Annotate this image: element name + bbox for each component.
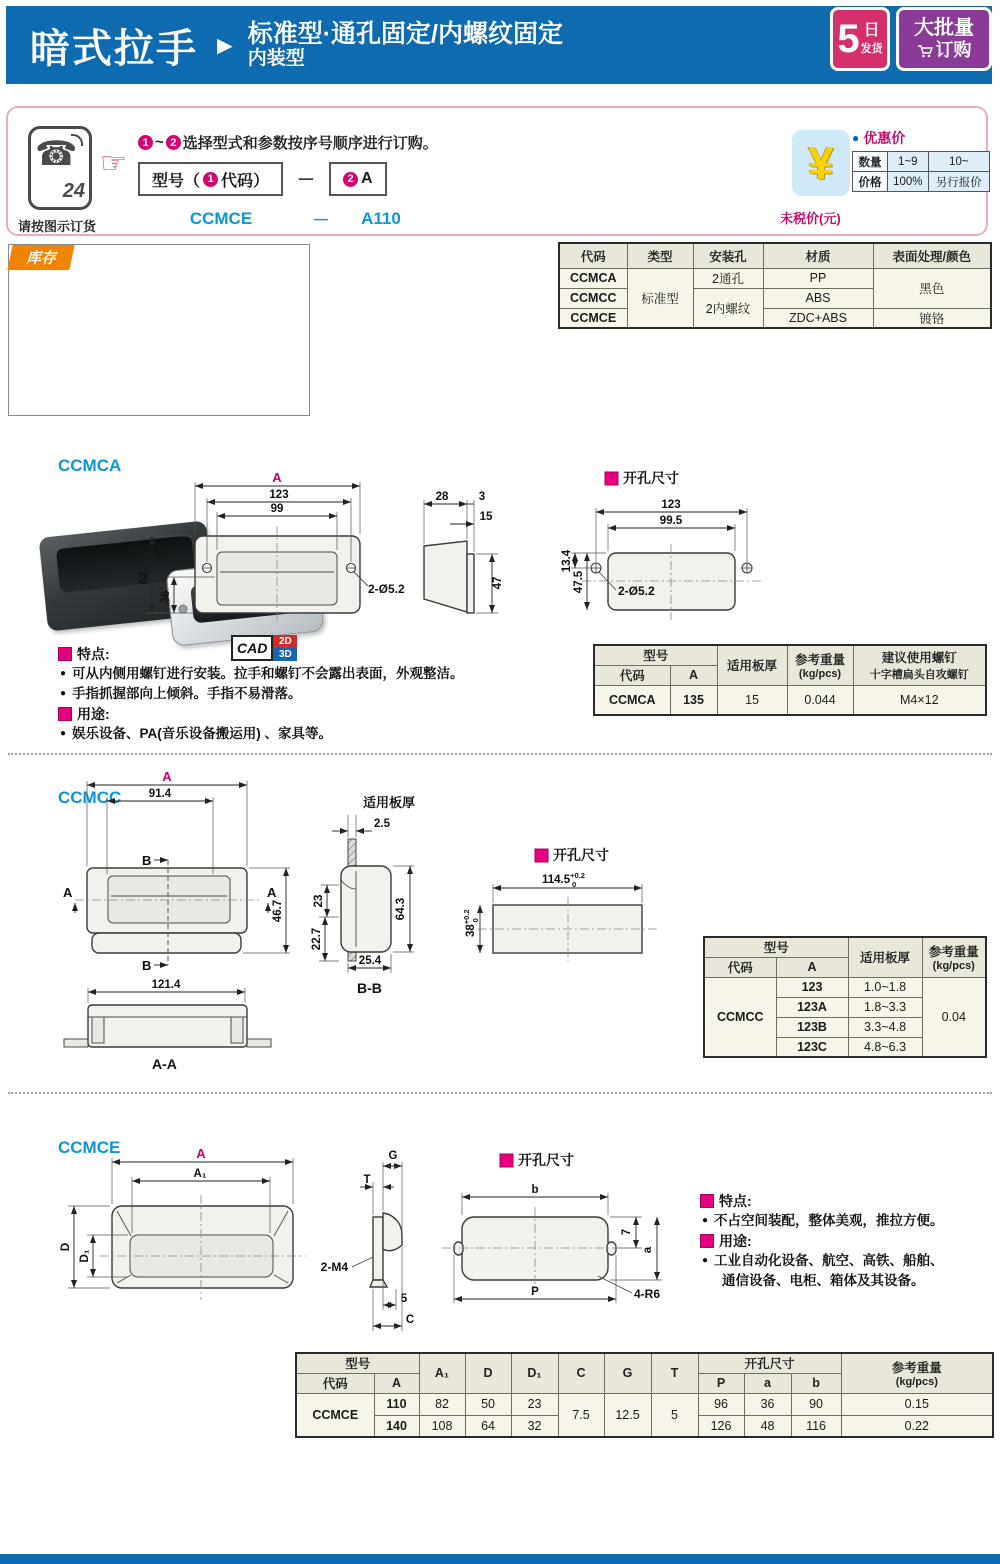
ccmce-cutout-r-label: 4-R6 bbox=[634, 1287, 661, 1301]
type-value: 标准型 bbox=[627, 268, 693, 328]
ccmcc-table-header-thick: 适用板厚 bbox=[848, 937, 922, 977]
ccmce-side-view bbox=[321, 1150, 415, 1331]
step-1-circle: 1 bbox=[203, 172, 218, 187]
ccmce-holes-label: 2-M4 bbox=[320, 1260, 348, 1274]
pink-square-icon bbox=[58, 647, 72, 661]
ccmce-table-header-D1: D₁ bbox=[511, 1353, 558, 1393]
ccmce-row-code[interactable]: CCMCE bbox=[296, 1393, 374, 1437]
ccmca-row-A[interactable]: 135 bbox=[670, 685, 717, 715]
cad-3d-button[interactable]: 3D bbox=[273, 648, 297, 661]
ccmca-dim-123: 123 bbox=[269, 489, 289, 501]
page-title: 暗式拉手 bbox=[30, 26, 198, 71]
ccmca-cutout-dim-123: 123 bbox=[661, 499, 681, 511]
ccmce-front-view bbox=[60, 1146, 305, 1300]
ccmce-table-header-b: b bbox=[791, 1373, 841, 1393]
uses-title: 用途: bbox=[77, 706, 110, 722]
cad-2d-button[interactable]: 2D bbox=[273, 635, 297, 648]
type-row-ccmce-code[interactable]: CCMCE bbox=[559, 308, 627, 328]
ccmcc-dim-23: 23 bbox=[313, 894, 325, 908]
qty-range-1: 1~9 bbox=[888, 152, 929, 172]
page-subtitle: 标准型·通孔固定/内螺纹固定 bbox=[247, 19, 564, 48]
example-model: CCMCE bbox=[189, 208, 253, 228]
ccmca-row-screw: M4×12 bbox=[853, 685, 986, 715]
ccmce-table-header-D: D bbox=[465, 1353, 511, 1393]
ccmce-dim-G: G bbox=[388, 1150, 398, 1162]
ccmca-dim-62: 62 bbox=[138, 571, 150, 585]
ccmca-row-weight: 0.044 bbox=[787, 685, 853, 715]
ccmce-row2-P: 126 bbox=[698, 1415, 744, 1437]
ccmce-row2-b: 116 bbox=[791, 1415, 841, 1437]
section-separator bbox=[8, 753, 992, 755]
ccmce-row1-A1: 82 bbox=[419, 1393, 465, 1415]
material-zdc: ZDC+ABS bbox=[763, 308, 873, 328]
ccmce-table-header-A: A bbox=[374, 1373, 419, 1393]
mount-2thread: 2内螺纹 bbox=[693, 288, 763, 328]
type-table-header-material: 材质 bbox=[763, 243, 873, 268]
param-box: 2 A bbox=[329, 162, 387, 196]
discount-title: 优惠价 bbox=[863, 130, 906, 146]
svg-text:38+0.20: $38^{+0.2}0$ bbox=[462, 909, 480, 937]
uses-title: 用途: bbox=[719, 1233, 752, 1249]
bullet-icon: ● bbox=[60, 688, 67, 699]
ccmce-table-header-weight: 参考重量 (kg/pcs) bbox=[841, 1353, 993, 1393]
page-footer-bar bbox=[0, 1554, 1000, 1564]
ccmca-dim-36: 36 bbox=[160, 590, 172, 604]
finish-black: 黑色 bbox=[873, 268, 991, 308]
type-table-header-mount: 安装孔 bbox=[693, 243, 763, 268]
material-pp: PP bbox=[763, 268, 873, 288]
ccmca-dim-99: 99 bbox=[270, 503, 284, 515]
ccmce-cutout-dim-b: b bbox=[531, 1184, 539, 1196]
step-1-circle: 1 bbox=[138, 135, 153, 150]
badge-5day-shipping: 5 日 发货 bbox=[830, 7, 890, 71]
svg-text:114.5+0.20: $114.5^{+0.2}$ 0 bbox=[542, 871, 585, 889]
type-table-header-finish: 表面处理/颜色 bbox=[873, 243, 991, 268]
ccmca-table-header-code: 代码 bbox=[594, 665, 670, 685]
order-example-row bbox=[138, 206, 424, 231]
ccmce-label[interactable]: CCMCE bbox=[58, 1138, 121, 1157]
type-table-header-code: 代码 bbox=[559, 243, 627, 268]
ccmcc-row-A-123C[interactable]: 123C bbox=[776, 1037, 848, 1057]
ccmcc-bb-label: B-B bbox=[357, 980, 382, 996]
ccmcc-row-thick-4: 4.8~6.3 bbox=[848, 1037, 922, 1057]
ccmcc-table-header-A: A bbox=[776, 957, 848, 977]
ccmce-dim-C: C bbox=[405, 1314, 415, 1326]
ccmcc-section-B-bottom: B bbox=[142, 958, 152, 973]
ccmca-table bbox=[593, 644, 987, 716]
ccmce-dim-A: A bbox=[196, 1146, 206, 1161]
ccmce-row1-D1: 23 bbox=[511, 1393, 558, 1415]
ccmca-cutout-holes-label: 2-Ø5.2 bbox=[618, 584, 655, 598]
badge-bulk-order: 大批量 订购 bbox=[896, 7, 992, 71]
signal-arc-icon bbox=[71, 134, 83, 146]
ccmcc-dim-914: 91.4 bbox=[148, 788, 172, 800]
ccmce-table-header-P: P bbox=[698, 1373, 744, 1393]
ccmce-row1-a: 36 bbox=[744, 1393, 791, 1415]
model-number-row bbox=[138, 162, 387, 196]
ccmce-table-header-C: C bbox=[558, 1353, 604, 1393]
ccmce-dim-5: 5 bbox=[400, 1293, 408, 1305]
ccmce-row2-A1: 108 bbox=[419, 1415, 465, 1437]
discount-price-table bbox=[852, 128, 990, 192]
ccmcc-aa-view bbox=[64, 979, 271, 1072]
ccmce-cutout-title: 开孔尺寸 bbox=[518, 1152, 574, 1168]
ccmca-dim-28: 28 bbox=[435, 491, 449, 503]
ccmce-table-header-code: 代码 bbox=[296, 1373, 374, 1393]
ccmcc-front-view bbox=[63, 769, 290, 973]
type-row-ccmca-code[interactable]: CCMCA bbox=[559, 268, 627, 288]
phone-24h-icon: ☎ 24 bbox=[28, 126, 92, 210]
ccmca-dim-A: A bbox=[272, 470, 282, 485]
ccmcc-section-A-right: A bbox=[267, 885, 277, 900]
pink-square-icon bbox=[700, 1194, 714, 1208]
price-value-2: 另行报价 bbox=[928, 172, 989, 192]
ccmcc-section-B-top: B bbox=[142, 853, 152, 868]
ccmce-row2-A[interactable]: 140 bbox=[374, 1415, 419, 1437]
price-value-1: 100% bbox=[888, 172, 929, 192]
ccmce-row2-a: 48 bbox=[744, 1415, 791, 1437]
ccmcc-row-thick-3: 3.3~4.8 bbox=[848, 1017, 922, 1037]
features-title: 特点: bbox=[77, 646, 110, 662]
ccmcc-dim-1214: 121.4 bbox=[151, 979, 181, 991]
ccmca-table-header-model: 型号 bbox=[594, 645, 717, 665]
ccmcc-dim-227: 22.7 bbox=[311, 927, 323, 951]
ccmca-features: 特点: ● 可从内侧用螺钉进行安装。拉手和螺钉不会露出表面，外观整洁。 ● 手指抓握部向上倾斜。手指不易滑落。 用途: ● 娱乐设备、PA(音乐设备搬运用) 、家具等。 bbox=[58, 644, 598, 744]
ccmcc-thick-label: 适用板厚 bbox=[363, 795, 416, 810]
type-table-header-type: 类型 bbox=[627, 243, 693, 268]
ccmce-row1-b: 90 bbox=[791, 1393, 841, 1415]
ccmcc-row-thick-2: 1.8~3.3 bbox=[848, 997, 922, 1017]
page-subtitle2: 内装型 bbox=[247, 48, 305, 70]
ccmca-row-thick: 15 bbox=[717, 685, 787, 715]
finish-chrome: 镀铬 bbox=[873, 308, 991, 328]
ccmca-label[interactable]: CCMCA bbox=[58, 456, 122, 475]
ccmcc-row-thick-1: 1.0~1.8 bbox=[848, 977, 922, 997]
ccmcc-row-A-123[interactable]: 123 bbox=[776, 977, 848, 997]
ccmcc-label[interactable]: CCMCC bbox=[58, 788, 122, 807]
features-title: 特点: bbox=[719, 1193, 752, 1209]
bullet-icon: ● bbox=[702, 1255, 709, 1266]
ccmce-dim-D: D bbox=[60, 1242, 72, 1252]
ccmcc-cutout-view bbox=[462, 847, 658, 961]
qty-label: 数量 bbox=[853, 152, 888, 172]
ccmcc-section-A-left: A bbox=[63, 885, 73, 900]
ccmca-dim-47: 47 bbox=[492, 576, 504, 590]
ccmce-features: 特点: ● 不占空间装配，整体美观，推拉方便。 用途: ● 工业自动化设备、航空、高铁、船舶、 通信设备、电柜、箱体及其设备。 bbox=[702, 1193, 944, 1288]
yen-price-icon: ¥ bbox=[792, 130, 850, 196]
ccmce-cutout-dim-7: 7 bbox=[621, 1228, 633, 1236]
type-row-ccmcc-code[interactable]: CCMCC bbox=[559, 288, 627, 308]
ccmce-row2-D1: 32 bbox=[511, 1415, 558, 1437]
type-table bbox=[558, 242, 992, 329]
ccmca-cutout-title: 开孔尺寸 bbox=[623, 470, 679, 486]
example-dash: － bbox=[312, 211, 330, 230]
ccmce-table-header-G: G bbox=[604, 1353, 651, 1393]
ccmce-row1-A[interactable]: 110 bbox=[374, 1393, 419, 1415]
ccmca-dim-3: 3 bbox=[478, 491, 486, 503]
ccmcc-dim-254: 25.4 bbox=[358, 955, 382, 967]
ccmce-row-C: 7.5 bbox=[558, 1393, 604, 1437]
section-separator bbox=[8, 1092, 992, 1094]
ccmca-table-header-screw: 建议使用螺钉 十字槽扁头自攻螺钉 bbox=[853, 645, 986, 685]
blue-dot-icon: ● bbox=[852, 131, 860, 145]
stock-badge: 库存 bbox=[7, 245, 74, 270]
pink-square-icon bbox=[700, 1234, 714, 1248]
ccmcc-bb-view bbox=[311, 795, 415, 996]
price-caption: 未税价(元) bbox=[780, 211, 841, 226]
mount-2through: 2通孔 bbox=[693, 268, 763, 288]
ccmce-dim-A1: A₁ bbox=[193, 1168, 207, 1180]
ccmcc-table-header-code: 代码 bbox=[704, 957, 776, 977]
ccmce-cutout-view bbox=[442, 1152, 662, 1303]
arrow-right-icon: ► bbox=[212, 29, 238, 60]
ccmce-table-header-cutout: 开孔尺寸 bbox=[698, 1353, 841, 1373]
bullet-icon: ● bbox=[60, 668, 67, 679]
ccmce-row1-weight: 0.15 bbox=[841, 1393, 993, 1415]
cad-label: CAD bbox=[231, 635, 273, 661]
order-instruction: 1 ~ 2 选择型式和参数按序号顺序进行订购。 bbox=[138, 132, 438, 153]
ccmce-table-header-a: a bbox=[744, 1373, 791, 1393]
ccmce-table-header-T: T bbox=[651, 1353, 698, 1393]
ccmcc-row-A-123B[interactable]: 123B bbox=[776, 1017, 848, 1037]
ccmce-row1-D: 50 bbox=[465, 1393, 511, 1415]
telephone-icon: ☎ bbox=[35, 135, 78, 173]
ccmca-cutout-dim-475: 47.5 bbox=[573, 570, 585, 594]
material-abs: ABS bbox=[763, 288, 873, 308]
model-code-box: 型号（ 1 代码） bbox=[138, 162, 283, 196]
ccmce-row-T: 5 bbox=[651, 1393, 698, 1437]
ccmce-dim-D1: D₁ bbox=[79, 1249, 91, 1263]
step-2-circle: 2 bbox=[166, 135, 181, 150]
ccmca-cutout-dim-995: 99.5 bbox=[659, 515, 683, 527]
ccmcc-row-A-123A[interactable]: 123A bbox=[776, 997, 848, 1017]
ccmce-row2-weight: 0.22 bbox=[841, 1415, 993, 1437]
ccmca-table-header-weight: 参考重量 (kg/pcs) bbox=[787, 645, 853, 685]
ccmce-cutout-dim-a: a bbox=[642, 1246, 654, 1254]
pointing-finger-icon: ☞ bbox=[100, 147, 127, 180]
ccmca-cutout-dim-134: 13.4 bbox=[561, 549, 573, 573]
ccmcc-cutout-title: 开孔尺寸 bbox=[553, 847, 609, 863]
ccmca-cutout-view bbox=[561, 470, 761, 620]
price-label: 价格 bbox=[853, 172, 888, 192]
ccmcc-row-code[interactable]: CCMCC bbox=[704, 977, 776, 1057]
cart-icon bbox=[917, 45, 933, 58]
ccmca-dim-15: 15 bbox=[479, 511, 493, 523]
ccmce-cutout-dim-P: P bbox=[531, 1286, 539, 1298]
ccmce-row2-D: 64 bbox=[465, 1415, 511, 1437]
ccmcc-aa-label: A-A bbox=[152, 1056, 177, 1072]
step-2-circle: 2 bbox=[343, 172, 358, 187]
dash: － bbox=[297, 170, 316, 190]
ccmce-table-header-model: 型号 bbox=[296, 1353, 419, 1373]
ccmce-dim-T: T bbox=[363, 1174, 371, 1186]
ccmca-table-header-A: A bbox=[670, 665, 717, 685]
qty-range-2: 10~ bbox=[928, 152, 989, 172]
bullet-icon: ● bbox=[60, 728, 67, 739]
pink-square-icon bbox=[58, 707, 72, 721]
ccmcc-dim-467: 46.7 bbox=[272, 899, 284, 923]
ccmcc-dim-A: A bbox=[162, 769, 172, 784]
ccmcc-dim-25: 2.5 bbox=[374, 818, 390, 830]
bullet-icon: ● bbox=[702, 1215, 709, 1226]
ccmce-row-G: 12.5 bbox=[604, 1393, 651, 1437]
ccmcc-table-header-weight: 参考重量 (kg/pcs) bbox=[922, 937, 986, 977]
ccmcc-row-weight: 0.04 bbox=[922, 977, 986, 1057]
ccmca-drawing bbox=[30, 462, 990, 652]
example-param: A110 bbox=[361, 208, 401, 228]
ccmce-row1-P: 96 bbox=[698, 1393, 744, 1415]
ccmca-front-view bbox=[138, 470, 405, 623]
ccmcc-dim-643: 64.3 bbox=[395, 897, 407, 921]
ccmcc-table-header-model: 型号 bbox=[704, 937, 848, 957]
order-caption: 请按图示订货 bbox=[18, 219, 97, 234]
ccmca-side-view bbox=[424, 491, 504, 613]
ccmce-table-header-A1: A₁ bbox=[419, 1353, 465, 1393]
ccmcc-table bbox=[703, 936, 987, 1058]
ccmca-row-code[interactable]: CCMCA bbox=[594, 685, 670, 715]
ccmce-table bbox=[295, 1352, 994, 1438]
ccmca-holes-label: 2-Ø5.2 bbox=[368, 582, 405, 596]
ccmca-table-header-thick: 适用板厚 bbox=[717, 645, 787, 685]
